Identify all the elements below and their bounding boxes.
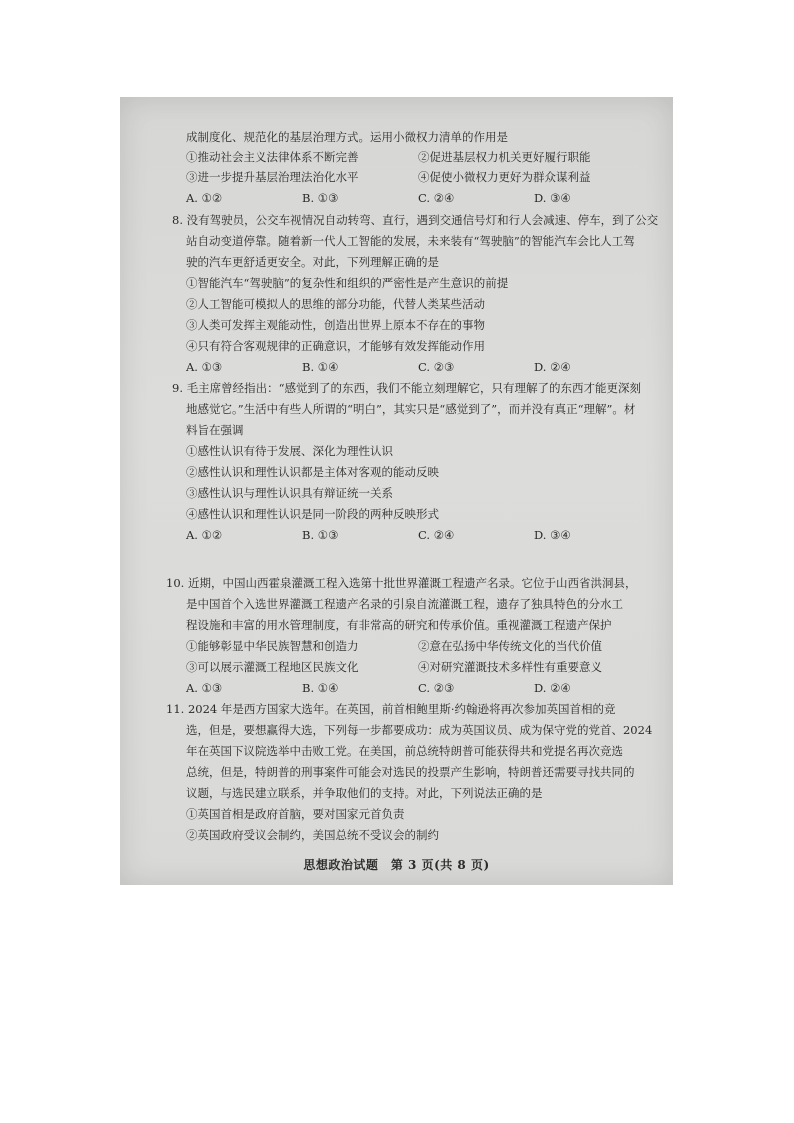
q10-option-c: C. ②③	[418, 681, 455, 695]
q10-item-2: ②意在弘扬中华传统文化的当代价值	[418, 639, 602, 653]
q9-option-c: C. ②④	[418, 528, 455, 542]
q11-stem-line-1: 11. 2024 年是西方国家大选年。在英国，前首相鲍里斯·约翰逊将再次参加英国首相的竞	[166, 702, 616, 716]
q9-item-4: ④感性认识和理性认识是同一阶段的两种反映形式	[186, 507, 439, 521]
q8-item-2: ②人工智能可模拟人的思维的部分功能，代替人类某些活动	[186, 297, 485, 311]
q10-stem-line-1: 10. 近期，中国山西霍泉灌溉工程入选第十批世界灌溉工程遗产名录。它位于山西省洪洞县，	[166, 576, 637, 590]
page-footer: 思想政治试题 第 3 页(共 8 页)	[303, 858, 490, 872]
q11-stem-line-2: 选，但是，要想赢得大选，下列每一步都要成功：成为英国议员、成为保守党的党首、2024	[186, 723, 653, 737]
q8-item-1: ①智能汽车“驾驶脑”的复杂性和组织的严密性是产生意识的前提	[186, 276, 509, 290]
q9-option-d: D. ③④	[534, 528, 571, 542]
q9-option-b: B. ①③	[302, 528, 339, 542]
q8-option-d: D. ②④	[534, 360, 571, 374]
q9-item-2: ②感性认识和理性认识都是主体对客观的能动反映	[186, 465, 439, 479]
q7-item-4: ④促使小微权力更好为群众谋利益	[418, 170, 591, 184]
q7-option-c: C. ②④	[418, 191, 455, 205]
q11-stem-line-4: 总统，但是，特朗普的刑事案件可能会对选民的投票产生影响，特朗普还需要寻找共同的	[186, 765, 635, 779]
q8-item-3: ③人类可发挥主观能动性，创造出世界上原本不存在的事物	[186, 318, 485, 332]
q9-item-3: ③感性认识与理性认识具有辩证统一关系	[186, 486, 393, 500]
q7-stem-tail: 成制度化、规范化的基层治理方式。运用小微权力清单的作用是	[186, 130, 508, 144]
q10-item-3: ③可以展示灌溉工程地区民族文化	[186, 660, 359, 674]
q9-item-1: ①感性认识有待于发展、深化为理性认识	[186, 444, 393, 458]
q9-option-a: A. ①②	[186, 528, 223, 542]
q10-stem-line-3: 程设施和丰富的用水管理制度，有非常高的研究和传承价值。重视灌溉工程遗产保护	[186, 618, 612, 632]
q8-stem-line-3: 驶的汽车更舒适更安全。对此，下列理解正确的是	[186, 255, 439, 269]
q7-option-b: B. ①③	[302, 191, 339, 205]
exam-page	[120, 97, 673, 885]
q8-option-a: A. ①③	[186, 360, 223, 374]
q10-option-b: B. ①④	[302, 681, 339, 695]
q7-option-a: A. ①②	[186, 191, 223, 205]
q11-stem-line-3: 年在英国下议院选举中击败工党。在美国，前总统特朗普可能获得共和党提名再次竞选	[186, 744, 623, 758]
q10-option-a: A. ①③	[186, 681, 223, 695]
q9-stem-line-3: 料旨在强调	[186, 423, 244, 437]
q9-stem-line-2: 地感觉它。”生活中有些人所谓的“明白”，其实只是“感觉到了”，而并没有真正“理解”。材	[186, 402, 636, 416]
q10-item-4: ④对研究灌溉技术多样性有重要意义	[418, 660, 602, 674]
q11-item-1: ①英国首相是政府首脑，要对国家元首负责	[186, 807, 405, 821]
q9-stem-line-1: 9. 毛主席曾经指出：“感觉到了的东西，我们不能立刻理解它，只有理解了的东西才能更深刻	[172, 381, 642, 395]
q10-item-1: ①能够彰显中华民族智慧和创造力	[186, 639, 359, 653]
q7-item-1: ①推动社会主义法律体系不断完善	[186, 150, 359, 164]
q7-item-2: ②促进基层权力机关更好履行职能	[418, 150, 591, 164]
q8-item-4: ④只有符合客观规律的正确意识，才能够有效发挥能动作用	[186, 339, 485, 353]
q7-option-d: D. ③④	[534, 191, 571, 205]
q11-item-2: ②英国政府受议会制约，美国总统不受议会的制约	[186, 828, 439, 842]
q7-item-3: ③进一步提升基层治理法治化水平	[186, 170, 359, 184]
q8-option-c: C. ②③	[418, 360, 455, 374]
q8-stem-line-2: 站自动变道停靠。随着新一代人工智能的发展，未来装有“驾驶脑”的智能汽车会比人工驾	[186, 234, 635, 248]
q8-stem-line-1: 8. 没有驾驶员，公交车视情况自动转弯、直行，遇到交通信号灯和行人会减速、停车，到了公交	[172, 213, 659, 227]
q10-option-d: D. ②④	[534, 681, 571, 695]
q11-stem-line-5: 议题，与选民建立联系，并争取他们的支持。对此，下列说法正确的是	[186, 786, 543, 800]
q10-stem-line-2: 是中国首个入选世界灌溉工程遗产名录的引泉自流灌溉工程，遗存了独具特色的分水工	[186, 597, 623, 611]
q8-option-b: B. ①④	[302, 360, 339, 374]
